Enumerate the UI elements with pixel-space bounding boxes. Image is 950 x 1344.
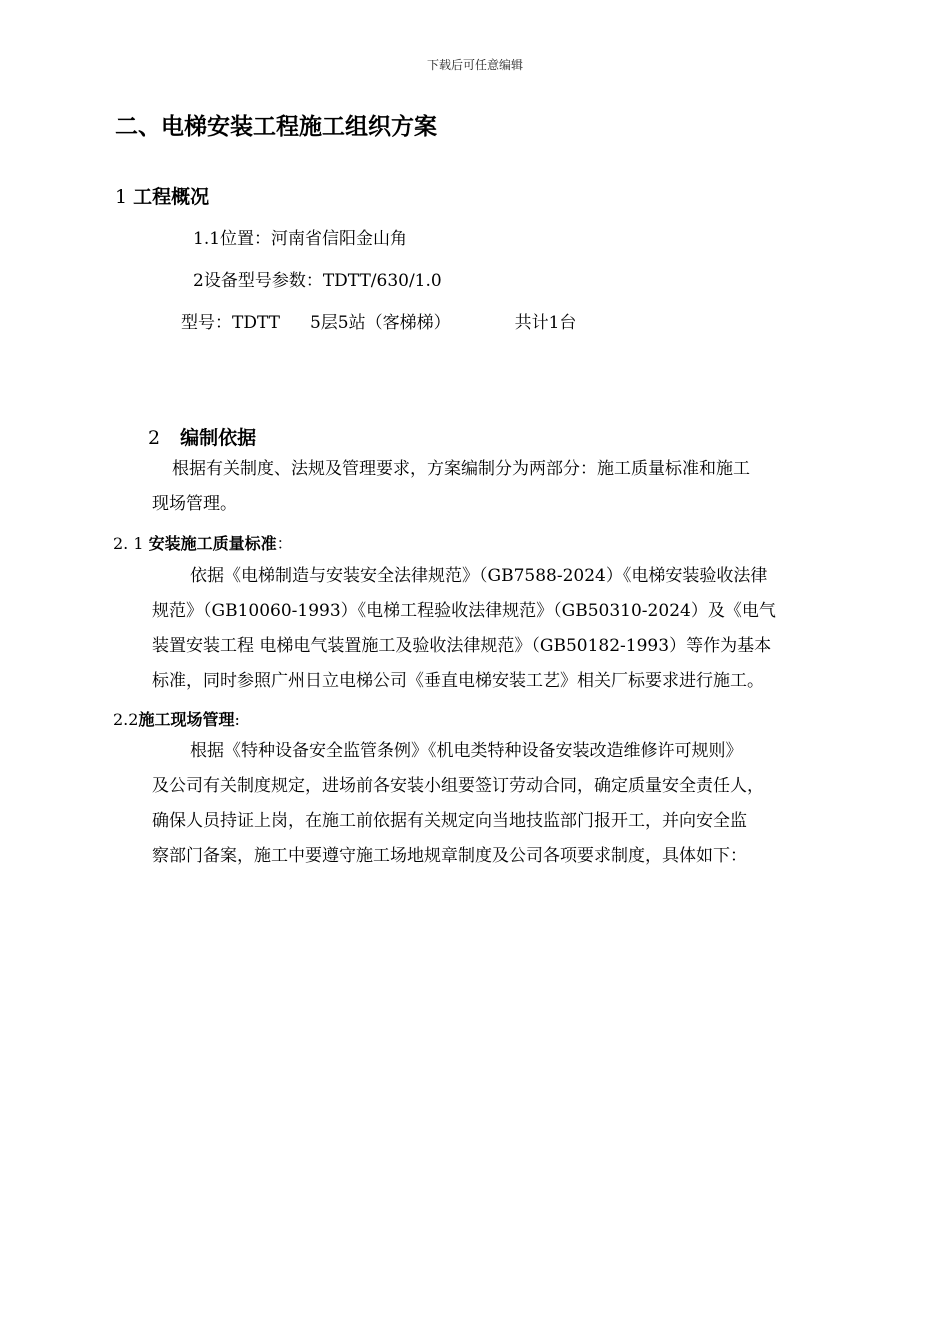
subsection-2-2-title: 施工现场管理 — [138, 710, 235, 729]
body-line: 标准，同时参照广州日立电梯公司《垂直电梯安装工艺》相关厂标要求进行施工。 — [152, 671, 764, 691]
section-2-intro — [152, 452, 750, 522]
section-2-title: 编制依据 — [180, 427, 257, 449]
equipment-line: 2设备型号参数：TDTT/630/1.0 — [193, 271, 442, 291]
section-2-heading — [148, 423, 256, 450]
model-line — [181, 308, 576, 333]
header-note: 下载后可任意编辑 — [426, 58, 523, 72]
document-title: 二、电梯安装工程施工组织方案 — [115, 114, 437, 140]
subsection-2-1-heading — [113, 531, 293, 554]
subsection-2-2-suffix: : — [234, 710, 240, 729]
intro-line: 现场管理。 — [152, 494, 237, 514]
body-line: 根据《特种设备安全监管条例》《机电类特种设备安装改造维修许可规则》 — [190, 741, 743, 761]
body-line: 及公司有关制度规定，进场前各安装小组要签订劳动合同，确定质量安全责任人， — [152, 776, 764, 796]
location-line: 1.1位置：河南省信阳金山角 — [193, 229, 408, 249]
model-floors: 5层5站（客梯梯） — [309, 313, 451, 333]
section-1-heading — [115, 182, 209, 209]
section-2-number: 2 — [148, 427, 161, 449]
model-label: 型号：TDTT — [181, 313, 280, 333]
body-line: 装置安装工程 电梯电气装置施工及验收法律规范》（GB50182-1993）等作为基本 — [152, 636, 772, 656]
intro-line: 根据有关制度、法规及管理要求，方案编制分为两部分：施工质量标准和施工 — [172, 459, 750, 479]
body-line: 规范》（GB10060-1993）《电梯工程验收法律规范》（GB50310-2024）及《电气 — [152, 601, 776, 621]
section-1-number: 1 — [115, 186, 128, 208]
subsection-2-2-body — [152, 734, 764, 874]
model-count: 共计1台 — [514, 313, 577, 333]
subsection-2-1-number: 2. 1 — [113, 534, 144, 553]
subsection-2-1-body — [152, 559, 776, 699]
body-line: 依据《电梯制造与安装安全法律规范》（GB7588-2024）《电梯安装验收法律 — [190, 566, 768, 586]
section-1-title: 工程概况 — [133, 186, 210, 208]
subsection-2-1-title: 安装施工质量标准 — [148, 534, 277, 553]
subsection-2-2-heading — [113, 707, 240, 730]
subsection-2-1-suffix: ： — [276, 534, 293, 553]
subsection-2-2-number: 2.2 — [113, 710, 139, 729]
body-line: 确保人员持证上岗，在施工前依据有关规定向当地技监部门报开工，并向安全监 — [152, 811, 747, 831]
body-line: 察部门备案，施工中要遵守施工场地规章制度及公司各项要求制度，具体如下： — [152, 846, 747, 866]
